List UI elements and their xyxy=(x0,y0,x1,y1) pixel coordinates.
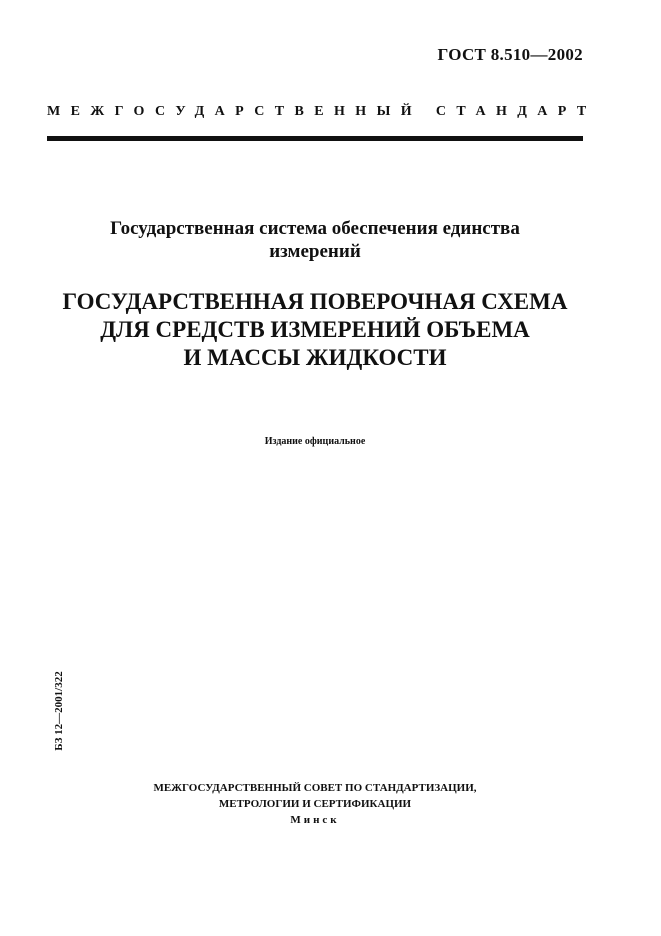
publisher-city: Минск xyxy=(290,814,340,826)
document-title xyxy=(40,288,590,372)
publisher-block xyxy=(130,780,500,828)
series-title-line-1: Государственная система обеспечения единства xyxy=(110,218,520,239)
standard-type-heading: МЕЖГОСУДАРСТВЕННЫЙ СТАНДАРТ xyxy=(47,104,597,119)
document-title-line-1: ГОСУДАРСТВЕННАЯ ПОВЕРОЧНАЯ СХЕМА xyxy=(62,289,568,314)
series-title xyxy=(60,217,570,263)
publisher-line-1: МЕЖГОСУДАРСТВЕННЫЙ СОВЕТ ПО СТАНДАРТИЗАЦИИ, xyxy=(153,782,477,794)
document-title-line-3: И МАССЫ ЖИДКОСТИ xyxy=(183,345,447,370)
document-code: ГОСТ 8.510—2002 xyxy=(437,45,583,64)
publisher-line-2: МЕТРОЛОГИИ И СЕРТИФИКАЦИИ xyxy=(218,798,412,810)
edition-label: Издание официальное xyxy=(264,436,366,447)
header-divider xyxy=(47,136,583,141)
registry-number: БЗ 12—2001/322 xyxy=(53,671,65,751)
series-title-line-2: измерений xyxy=(269,241,361,262)
document-title-line-2: ДЛЯ СРЕДСТВ ИЗМЕРЕНИЙ ОБЪЕМА xyxy=(100,317,530,342)
